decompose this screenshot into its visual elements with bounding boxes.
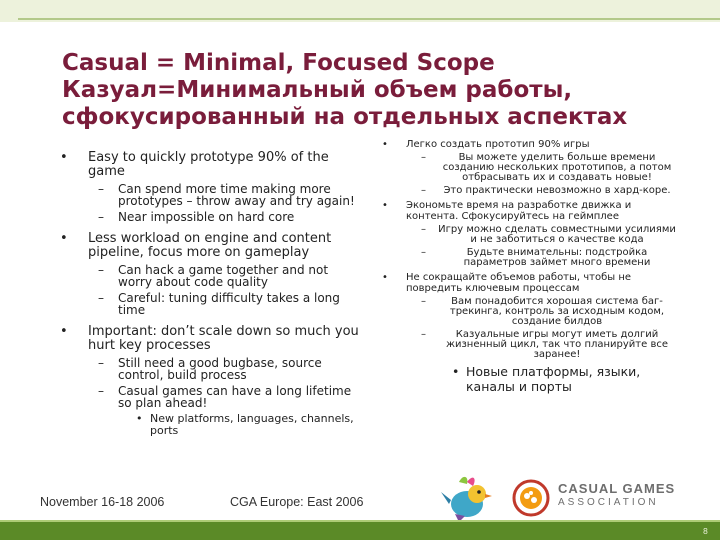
footer-date: November 16-18 2006 — [40, 495, 165, 509]
dash-icon: – — [98, 291, 104, 305]
bullet-dot-icon: • — [382, 200, 388, 211]
cga-wordmark-line-2: ASSOCIATION — [558, 497, 659, 508]
bottom-bar-edge — [0, 520, 720, 522]
bullet-item: • Легко создать прототип 90% игры — [382, 139, 590, 150]
bullet-item: • Less workload on engine and content pipeline, focus more on gameplay — [60, 231, 332, 260]
sub-bullet-item: – Still need a good bugbase, source control, build process — [98, 356, 322, 382]
dash-icon: – — [98, 182, 104, 196]
dash-icon: – — [98, 356, 104, 370]
bullet-dot-icon: • — [136, 412, 143, 425]
bullet-item: • Не сокращайте объемов работы, чтобы не повредить ключевым процессам — [382, 272, 632, 294]
page-number: 8 — [702, 527, 708, 536]
bullet-item: • Экономьте время на разработке движка и контента. Сфокусируйтесь на геймплее — [382, 200, 632, 222]
sub-bullet-item: – Can spend more time making more prototypes – throw away and try again! — [98, 182, 355, 208]
dash-icon: – — [421, 185, 426, 196]
dash-icon: – — [421, 247, 426, 258]
title-line-2: Казуал=Минимальный объем работы, — [62, 77, 573, 103]
russian-column — [378, 135, 678, 394]
dash-icon: – — [421, 152, 426, 163]
sub-bullet-item: – Can hack a game together and not worry about code quality — [98, 263, 329, 289]
cga-wordmark — [558, 482, 675, 510]
top-divider-line — [18, 18, 720, 20]
dash-icon: – — [421, 296, 426, 307]
sub-bullet-item: – Careful: tuning difficulty takes a long time — [98, 291, 340, 317]
bullet-dot-icon: • — [60, 150, 68, 165]
dash-icon: – — [98, 384, 104, 398]
footer-event: CGA Europe: East 2006 — [230, 495, 364, 509]
title-line-1: Casual = Minimal, Focused Scope — [62, 50, 495, 76]
dash-icon: – — [98, 263, 104, 277]
dash-icon: – — [98, 210, 104, 224]
sub-bullet-item: – Вам понадобится хорошая система баг-трекинга, контроль за исходным кодом, создание билдов — [421, 296, 665, 327]
bottom-decorative-bar — [0, 520, 720, 540]
sub-bullet-item: – Это практически невозможно в хард-коре. — [421, 185, 671, 196]
sub-bullet-item: – Вы можете уделить больше времени созданию нескольких прототипов, а потом отбрасывать их и создавать новые! — [421, 152, 672, 183]
dash-icon: – — [421, 329, 426, 340]
sub-sub-bullet-item: • New platforms, languages, channels, ports — [136, 412, 354, 437]
bullet-item: • Easy to quickly prototype 90% of the game — [60, 150, 329, 179]
top-decorative-bar — [0, 0, 720, 22]
colorful-bird-logo-icon — [437, 470, 493, 526]
bullet-dot-icon: • — [60, 231, 68, 246]
sub-bullet-item: – Будьте внимательны: подстройка параметров займет много времени — [421, 247, 651, 268]
bullet-dot-icon: • — [60, 324, 68, 339]
dash-icon: – — [421, 224, 426, 235]
bullet-dot-icon: • — [452, 364, 460, 379]
bullet-dot-icon: • — [382, 139, 388, 150]
cga-wordmark-line-1: CASUAL GAMES — [558, 481, 676, 496]
slide-title — [62, 50, 702, 131]
bullet-item: • Important: don’t scale down so much you hurt key processes — [60, 324, 359, 353]
sub-bullet-item: – Игру можно сделать совместными усилиями и не заботиться о качестве кода — [421, 224, 676, 245]
sub-bullet-item: – Казуальные игры могут иметь долгий жизненный цикл, так что планируйте все заранее! — [421, 329, 669, 360]
sub-sub-bullet-item: • Новые платформы, языки, каналы и порты — [452, 364, 641, 394]
cga-circular-logo-icon — [512, 479, 550, 517]
sub-bullet-item: – Casual games can have a long lifetime so plan ahead! — [98, 384, 352, 410]
sub-bullet-item: – Near impossible on hard core — [98, 210, 295, 224]
english-column — [60, 142, 360, 437]
bullet-dot-icon: • — [382, 272, 388, 283]
title-line-3: сфокусированный на отдельных аспектах — [62, 104, 628, 130]
